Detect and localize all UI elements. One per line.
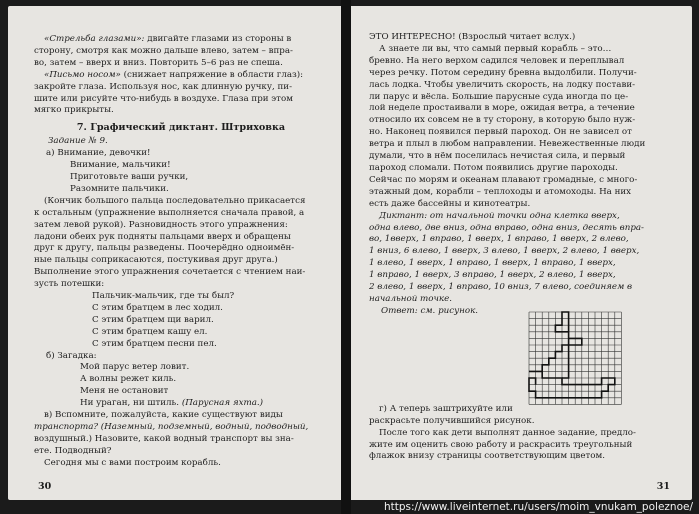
item-a-line-3: Приготовьте ваши ручки, [70,171,189,182]
section-title: 7. Графический диктант. Штриховка [76,122,286,134]
page-number-right: 31 [656,481,670,492]
shooting-eyes-line-2: сторону, смотря как можно дальше влево, затем – впра- [34,45,293,56]
answer-label: Ответ: см. рисунок. [381,305,479,316]
interesting-header: ЭТО ИНТЕРЕСНО! (Взрослый читает вслух.) [369,32,576,42]
item-a-line-4: Разомните пальчики. [70,183,169,194]
poem-line-3: С этим братцем щи варил. [92,314,214,325]
story-line-14: есть даже бассейны и кинотеатры. [369,198,531,209]
exercise-line-4: ладони обеих рук подняты пальцами вверх и обращены [34,231,291,242]
question-paragraph [34,410,328,458]
story-line-3: через речку. Потом середину бревна выдолбили. Получи- [369,67,637,78]
story-line-12: Сейчас по морям и океанам плавают громадные, с много- [369,174,638,185]
story-line-9: ветра и плыл в любом направлении. Невежественные люди [369,139,646,150]
poem-line-1: Пальчик-мальчик, где ты был? [92,291,235,302]
right-text-column [369,32,678,463]
closing-line-2: жите им оценить свою работу и раскрасить треугольный [369,439,633,450]
riddle-answer: (Парусная яхта.) [181,398,264,409]
exercise-line-6: ные пальцы соприкасаются, постукивая друг друга.) [34,255,278,266]
graph-paper-grid [527,310,653,405]
question-line-3: воздушный.) Назовите, какой водный транспорт вы зна- [34,433,294,444]
dictation-line-5: 1 влево, 1 вверх, 1 вправо, 1 вверх, 1 вправо, 1 вверх, [369,258,616,269]
story-line-11: пароход сломали. Потом появились другие пароходы. [369,162,618,173]
item-a-line-1: а) Внимание, девочки! [46,148,151,159]
riddle-line-3: Меня не остановит [80,386,169,397]
riddle-line-4-text: Ни ураган, ни штиль. [80,398,180,409]
dictation-line-7: 2 влево, 1 вверх, 1 вправо, 10 вниз, 7 влево, соединяем в [369,282,633,293]
riddle-label: б) Загадка: [46,350,97,361]
exercise-line-3: затем левой рукой). Разновидность этого упражнения: [34,219,288,230]
nose-writing-line-4: мягко прикрыты. [34,105,114,116]
dictation-line-4: 1 вниз, 6 влево, 1 вверх, 3 влево, 1 вверх, 2 влево, 1 вверх, [369,246,640,257]
ship-grid-figure [527,310,653,410]
right-page [351,6,692,500]
shooting-eyes-lead: «Стрельба глазами»: [44,34,145,44]
story-line-5: ли парус и вёсла. Большие парусные суда иногда по це- [369,91,629,102]
closing-sentence: Сегодня мы с вами построим корабль. [44,457,221,468]
shooting-eyes-line-1: двигайте глазами из стороны в [147,34,292,44]
riddle-line-4 [80,398,328,410]
riddle-line-1: Мой парус ветер ловит. [80,362,190,373]
nose-writing-lead: «Письмо носом» [44,69,121,80]
story-line-4: лась лодка. Чтобы увеличить скорость, на лодку постави- [369,79,636,90]
book-gutter [341,0,351,514]
exercise-line-2: к остальным (упражнение выполняется сначала правой, а [34,207,305,218]
exercise-paragraph [34,196,328,291]
riddle-line-2: А волны режет киль. [80,374,177,385]
closing-paragraph [369,428,678,464]
dictation-line-2: одна влево, две вниз, одна вправо, одна вниз, десять впра- [369,222,644,233]
page-number-left: 30 [38,481,52,492]
story-line-7: относило их совсем не в ту сторону, в которую было нуж- [369,115,636,126]
dictation-line-6: 1 вправо, 1 вверх, 3 вправо, 1 вверх, 2 влево, 1 вверх, [369,270,616,281]
task-label: Задание № 9. [48,136,108,147]
nose-writing-line-2: закройте глаза. Используя нос, как длинную ручку, пи- [34,81,293,92]
dictation-line-8: начальной точке. [369,293,453,304]
story-line-13: этажный дом, корабли – теплоходы и атомоходы. На них [369,186,632,197]
exercise-line-7: Выполнение этого упражнения сочетается с чтением наи- [34,267,306,278]
story-line-10: думали, что в нём поселилась нечистая сила, и первый [369,151,626,162]
question-line-2: транспорта? (Наземный, подземный, водный, подводный, [34,422,309,432]
nose-writing-line-1: (снижает напряжение в области глаз): [123,69,304,80]
nose-writing-paragraph [34,70,328,118]
watermark-url: https://www.liveinternet.ru/users/moim_vnukam_poleznoe/ [384,501,693,513]
poem-line-5: С этим братцем песни пел. [92,338,217,349]
closing-line-1: После того как дети выполнят данное задание, предло- [379,427,636,438]
ship-story-paragraph [369,44,678,211]
question-line-4: ете. Подводный? [34,445,112,456]
answer-area [369,306,678,402]
item-g-line-1: г) А теперь заштрихуйте или [379,403,513,414]
shooting-eyes-paragraph [34,34,328,70]
exercise-line-1: (Кончик большого пальца последовательно прикасается [44,195,306,206]
dictation-paragraph [369,211,678,306]
dictation-line-1: Диктант: от начальной точки одна клетка вверх, [379,210,620,221]
closing-line-3: флажок внизу страницы соответствующим цветом. [369,451,606,462]
story-line-2: бревно. На него верхом садился человек и переплывал [369,55,625,66]
left-text-column [34,34,328,470]
exercise-line-5: друг к другу, пальцы разведены. Поочерёдно одноимён- [34,243,295,254]
nose-writing-line-3: шите или рисуйте что-нибудь в воздухе. Глаза при этом [34,93,293,104]
poem-line-2: С этим братцем в лес ходил. [92,302,223,313]
question-line-1: в) Вспомните, пожалуйста, какие существуют виды [44,410,283,421]
story-line-8: но. Наконец появился первый пароход. Он не зависел от [369,127,632,138]
left-page [8,6,341,500]
shooting-eyes-line-3: во, затем – вверх и вниз. Повторить 5–6 раз не спеша. [34,57,283,68]
story-line-1: А знаете ли вы, что самый первый корабль – это… [379,43,612,54]
poem-line-4: С этим братцем кашу ел. [92,326,208,337]
item-a-line-2: Внимание, мальчики! [70,160,171,171]
item-g-line-2: раскрасьте получившийся рисунок. [369,415,535,426]
exercise-line-8: зусть потешки: [34,279,105,290]
dictation-line-3: во, 1вверх, 1 вправо, 1 вверх, 1 вправо, 1 вверх, 2 влево, [369,234,629,245]
story-line-6: лой неделе простаивали в море, ожидая ветра, а течение [369,103,635,114]
